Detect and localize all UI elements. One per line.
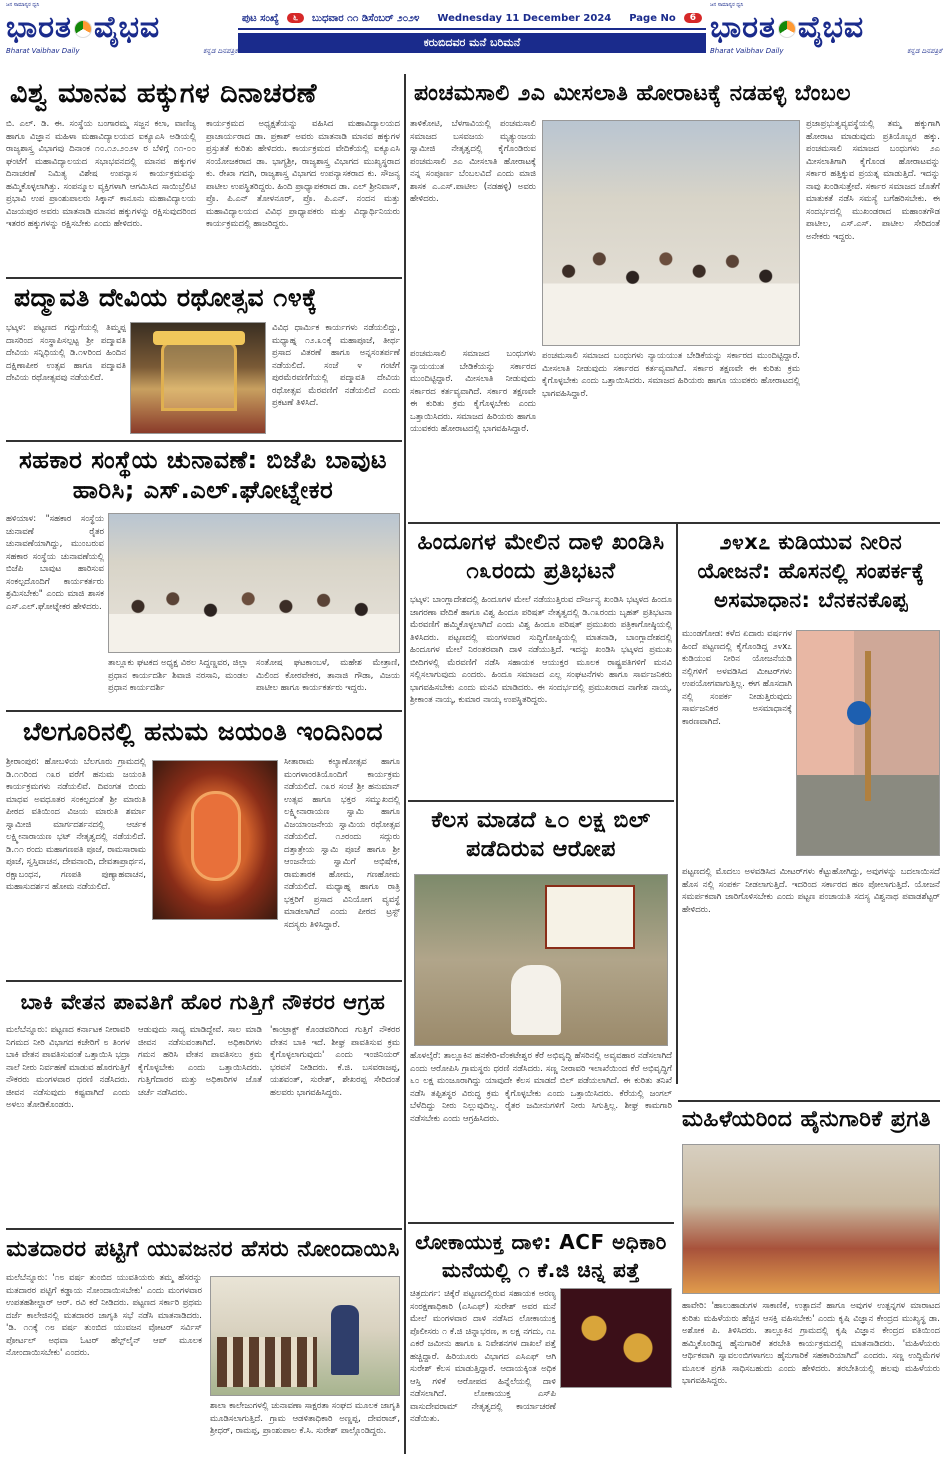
article-column: ಶ್ರೀರಾಂಪುರ: ಹೋಬಳಿಯ ಬೆಲಗೂರು ಗ್ರಾಮದಲ್ಲಿ ಡಿ.೧೧ರಿಂದ ೧೩ರ ವರೆಗೆ ಹನುಮ ಜಯಂತಿ ಕಾರ್ಯಕ್ರಮಗಳು ನಡೆಯಲಿವೆ. ದಿವಂಗತ ಬಿಂದು ಮಾಧವ ಅವಧೂತರ ಸಂಕಲ್ಪದಂತೆ ಶ್ರೀ ಮಾರುತಿ ಪೀಠದ ವತಿಯಿಂದ ವಿಜಯ ಮಾರುತಿ ಶರ್ಮಾ ಸ್ವಾಮೀಜಿ ಮಾರ್ಗದರ್ಶನದಲ್ಲಿ ಆರ್ಚಕ ಲಕ್ಷ್ಮೀನಾರಾಯಣ ಭಟ್ ನೇತೃತ್ವದಲ್ಲಿ ನಡೆಯಲಿದೆ. ಡಿ.೧೧ ರಂದು ಮಹಾಗಣಪತಿ ಪೂಜೆ, ರಾಮಸಾರಾಮ ಪೂಜೆ, ಸ್ವಸ್ತಿವಾಚನ, ದೇವನಾಂದಿ, ದೇವತಾಪ್ರಾರ್ಥನ, ರಕ್ಷಾಬಂಧನ, ಗಣಪತಿ ಪುಣ್ಯಾಹವಾಚನ, ಮಹಾಸುದರ್ಶನ ಹೋಮ ನಡೆಯಲಿದೆ.	[6, 757, 146, 892]
page-number-kn: ೬	[287, 13, 304, 23]
article-headline: ಪದ್ಮಾವತಿ ದೇವಿಯ ರಥೋತ್ಸವ ೧೪ಕ್ಕೆ	[14, 283, 318, 312]
water-meter-photo	[796, 630, 940, 856]
article-headline: ಮಹಿಳೆಯರಿಂದ ಹೈನುಗಾರಿಕೆ ಪ್ರಗತಿ	[682, 1107, 931, 1132]
article-column: ಮಲೆಬೆನ್ನೂರು: ಪಟ್ಟಣದ ಕರ್ನಾಟಕ ನೀರಾವರಿ ನಿಗಮದ ನೀರಿ ವಿಭಾಗದ ಕಚೇರಿಗೆ ೮ ತಿಂಗಳ ಬಾಕಿ ವೇತನ ಪಾವತಿಸುವಂತೆ ಒತ್ತಾಯಿಸಿ ಭದ್ರಾ ನಾಲೆ ನೀರು ನಿರ್ವಹಣೆ ಮಾಡುವ ಹೊರಗುತ್ತಿಗೆ ನೌಕರರು ಮಂಗಳವಾರ ಧರಣಿ ನಡೆಸಿದರು. ಜೀವನ ನಡೆಸುವುದು ಕಷ್ಟವಾಗಿದೆ ಎಂದು ಅಳಲು ತೋಡಿಕೊಂಡರು.	[6, 1025, 130, 1110]
article-pending-salary	[6, 986, 400, 1224]
masthead	[0, 0, 945, 60]
article-column: 'ಕಾಂಟ್ರಾಕ್ಟ್ ಕೊಂಡವರಿಗಿಂದ ಗುತ್ತಿಗೆ ನೌಕರರ ವೇತನ ಬಾಕಿ ಇದೆ. ಶೀಘ್ರ ಪಾವತಿಸುವ ಕ್ರಮ ಕೈಗೊಳ್ಳಲಾಗುವುದು' ಎಂದು ಇಂಜಿನಿಯರ್ ಭರವಸೆ ನೀಡಿದರು. ಕೆ.ಜಿ. ಬಸವರಾಜಪ್ಪ, ಯಶವಂತ್, ಸುರೇಶ್, ಶೇಖರಪ್ಪ ಸೇರಿದಂತೆ ಹಲವರು ಭಾಗವಹಿಸಿದ್ದರು.	[270, 1025, 400, 1098]
page-label-en: Page No	[629, 12, 676, 24]
article-column: ಭಟ್ಕಳ: ಪಟ್ಟಣದ ಗದ್ದುಗೆಯಲ್ಲಿ ತಿಮ್ಮಪ್ಪ ದಾಸರಿಂದ ಸಂಸ್ಥಾಪಿಸಲ್ಪಟ್ಟ ಶ್ರೀ ಪದ್ಮಾವತಿ ದೇವಿಯ ಸನ್ನಿಧಿಯಲ್ಲಿ ಡಿ.೧೪ರಿಂದ ಹಿಂದಿನ ದಕ್ಷಿಣಾಪೀಠ ಉತ್ಸವ ಹಾಗೂ ಪದ್ಮಾವತಿ ದೇವಿಯ ರಥೋತ್ಸವವು ನಡೆಯಲಿದೆ.	[6, 323, 126, 383]
awareness-meeting-photo	[210, 1276, 400, 1396]
gold-seized-photo	[560, 1288, 672, 1388]
article-headline: ಬಾಕಿ ವೇತನ ಪಾವತಿಗೆ ಹೊರ ಗುತ್ತಿಗೆ ನೌಕರರ ಆಗ್ರಹ	[20, 990, 386, 1014]
article-protest	[410, 528, 672, 798]
hanuman-idol-photo	[152, 760, 278, 920]
article-headline: ಕೆಲಸ ಮಾಡದೆ ೬೦ ಲಕ್ಷ ಬಿಲ್ ಪಡೆದಿರುವ ಆರೋಪ	[431, 808, 651, 862]
temple-photo	[130, 322, 266, 434]
logo-sub-en: Bharat Vaibhav Daily	[6, 47, 80, 55]
column-divider	[404, 74, 406, 1454]
meeting-photo	[108, 513, 400, 653]
flag-icon	[74, 20, 92, 38]
article-column: ತಾಲ್ಲೂಕು ಘಟಕದ ಅಧ್ಯಕ್ಷ ವಿಠಲ ಸಿದ್ದಣ್ಣವರ, ಜಿಲ್ಲಾ ಪ್ರಧಾನ ಕಾರ್ಯದರ್ಶಿ ಶಿವಾಜಿ ನರಸಾನಿ, ಮಂಡಲ ಪ್ರಧಾನ ಕಾರ್ಯದರ್ಶಿ	[108, 658, 248, 693]
flag-icon	[778, 20, 796, 38]
article-column: ಆಡುವುದು ಸಾಧ್ಯ ಮಾಡಿದ್ದೇವೆ. ಸಾಲ ಮಾಡಿ ಜೀವನ ನಡೆಸುವಂತಾಗಿದೆ. ಅಧಿಕಾರಿಗಳು ಗಮನ ಹರಿಸಿ ವೇತನ ಪಾವತಿಸಲು ಕ್ರಮ ಕೈಗೊಳ್ಳಬೇಕು ಎಂದು ಒತ್ತಾಯಿಸಿದರು. ಗುತ್ತಿಗೆದಾರರ ಮತ್ತು ಅಧಿಕಾರಿಗಳ ಜೊತೆ ಚರ್ಚೆ ನಡೆಸಿದರು.	[138, 1025, 262, 1098]
article-column: ಹಾವೇರಿ: 'ಹಾಲುಹಾಡುಗಳ ಸಾಕಾಣಿಕೆ, ಉತ್ಪಾದನೆ ಹಾಗೂ ಅವುಗಳ ಉತ್ಪನ್ನಗಳ ಮಾರಾಟದ ಕುರಿತು ಮಹಿಳೆಯರು ಹೆಚ್ಚಿನ ಆಸಕ್ತಿ ವಹಿಸಬೇಕು' ಎಂದು ಕೃಷಿ ವಿಜ್ಞಾನ ಕೇಂದ್ರದ ಮುಖ್ಯಸ್ಥ ಡಾ. ಅಶೋಕ ಪಿ. ತಿಳಿಸಿದರು. ತಾಲ್ಲೂಕಿನ ಗ್ರಾಮದಲ್ಲಿ ಕೃಷಿ ವಿಜ್ಞಾನ ಕೇಂದ್ರದ ವತಿಯಿಂದ ಹಮ್ಮಿಕೊಂಡಿದ್ದ ಹೈನುಗಾರಿಕೆ ತರಬೇತಿ ಕಾರ್ಯಕ್ರಮದಲ್ಲಿ ಮಾತನಾಡಿದರು. 'ಮಹಿಳೆಯರು ಆರ್ಥಿಕವಾಗಿ ಸ್ವಾವಲಂಬಿಗಳಾಗಲು ಹೈನುಗಾರಿಕೆ ಸಹಕಾರಿಯಾಗಿದೆ' ಎಂದರು. ಸಣ್ಣ ಉದ್ದಿಮೆಗಳ ಮೂಲಕ ಪ್ರಗತಿ ಸಾಧಿಸಬಹುದು ಎಂದು ಹೇಳಿದರು. ತರಬೇತಿಯಲ್ಲಿ ಹಲವು ಮಹಿಳೆಯರು ಭಾಗವಹಿಸಿದ್ದರು.	[682, 1301, 940, 1386]
date-en: Wednesday 11 December 2024	[437, 12, 612, 24]
article-column: ಪಟ್ಟಣದಲ್ಲಿ ಮೊದಲು ಅಳವಡಿಸಿದ ಮೀಟರ್‌ಗಳು ಕೆಟ್ಟುಹೋಗಿದ್ದು, ಅವುಗಳನ್ನು ಬದಲಾಯಿಸದೆ ಹೊಸ ನಲ್ಲಿ ಸಂಪರ್ಕ ನೀಡಲಾಗುತ್ತಿದೆ. ಇದರಿಂದ ಸರ್ಕಾರದ ಹಣ ಪೋಲಾಗುತ್ತಿದೆ. ಯೋಜನೆ ಸಮರ್ಪಕವಾಗಿ ಜಾರಿಗೊಳಿಸಬೇಕು ಎಂದು ಪಟ್ಟಣ ಪಂಚಾಯತಿ ಸದಸ್ಯ ವಿಶ್ವನಾಥ ಪವಾಡಶೆಟ್ಟರ್ ಹೇಳಿದರು.	[682, 867, 940, 915]
dharna-photo	[414, 874, 668, 1046]
article-column: ಬಿ. ಎಲ್. ಡಿ. ಈ. ಸಂಸ್ಥೆಯ ಬಂಗಾರಮ್ಮ ಸಜ್ಜನ ಕಲಾ, ವಾಣಿಜ್ಯ ಹಾಗೂ ವಿಜ್ಞಾನ ಮಹಿಳಾ ಮಹಾವಿದ್ಯಾಲಯದ ಐಕ್ಯೂಎಸಿ ಅಡಿಯಲ್ಲಿ ರಾಜ್ಯಶಾಸ್ತ್ರ ವಿಭಾಗವು ದಿನಾಂಕ ೧೦.೧೨.೨೦೨೪ ರ ಬೆಳಿಗ್ಗೆ ೧೧-೦೦ ಘಂಟೆಗೆ ಮಹಾವಿದ್ಯಾಲಯದ ಸಭಾಭವನದಲ್ಲಿ ಮಾನವ ಹಕ್ಕುಗಳ ದಿನಾಚರಣೆ ನಿಮಿತ್ಯ ವಿಶೇಷ ಉಪನ್ಯಾಸ ಕಾರ್ಯಕ್ರಮವನ್ನು ಹಮ್ಮಿಕೊಳ್ಳಲಾಗಿತ್ತು. ಸಂಪನ್ಮೂಲ ವ್ಯಕ್ತಿಗಳಾಗಿ ಆಗಮಿಸಿದ ಸಾಯಿಬ್ರೆಲಿಟಿ ಪ್ರಭಾವಿ ಉಪ ಪ್ರಾಂಶುಪಾಲರು ಸಿಕ್ಕಾನ್ ಕಾನೂನು ಮಹಾವಿದ್ಯಾಲಯ ವಿಜಯಪುರ ಅವರು ಮಾತನಾಡಿ ಮಾನವ ಹಕ್ಕುಗಳನ್ನು ರಕ್ಷಿಸುವುದರಿಂದ ಇತರರ ಹಕ್ಕುಗಳನ್ನು ರಕ್ಷಿಸಬೇಕು ಎಂದು ಹೇಳಿದರು.	[6, 119, 196, 229]
article-column: ಮುಂಡಗೋಡ: ಕಳೆದ ಏದಾರು ವರ್ಷಗಳ ಹಿಂದೆ ಪಟ್ಟಣದಲ್ಲಿ ಕೈಗೊಂಡಿದ್ದ ೨೪x೭ ಕುಡಿಯುವ ನೀರಿನ ಯೋಜನೆಯಡಿ ನಲ್ಲಿಗಳಿಗೆ ಅಳವಡಿಸಿದ ಮೀಟರ್‌ಗಳು ಉಪಯೋಗವಾಗುತ್ತಿಲ್ಲ. ಈಗ ಹೊಸದಾಗಿ ನಲ್ಲಿ ಸಂಪರ್ಕ ನೀಡುತ್ತಿರುವುದು ಸಾರ್ವಜನಿಕರ ಅಸಮಾಧಾನಕ್ಕೆ ಕಾರಣವಾಗಿದೆ.	[682, 629, 792, 727]
article-column: ಪ್ರಜಾಪ್ರಭುತ್ವವ್ಯವಸ್ಥೆಯಲ್ಲಿ ತಮ್ಮ ಹಕ್ಕುಗಾಗಿ ಹೋರಾಟ ಮಾಡುವುದು ಪ್ರತಿಯೊಬ್ಬರ ಹಕ್ಕು. ಪಂಚಮಸಾಲಿ ಸಮಾಜದ ಬಂಧುಗಳು ೨ಎ ಮೀಸಲಾತಿಗಾಗಿ ಕೈಗೊಂಡ ಹೋರಾಟವನ್ನು ಸರ್ಕಾರ ಹತ್ತಿಕ್ಕುವ ಪ್ರಯತ್ನ ಮಾಡುತ್ತಿದೆ. ಇದನ್ನು ನಾವು ಖಂಡಿಸುತ್ತೇವೆ. ಸರ್ಕಾರ ಸಮಾಜದ ಜೊತೆಗೆ ಮಾತುಕತೆ ನಡೆಸಿ ಸಮಸ್ಯೆ ಬಗೆಹರಿಸಬೇಕು. ಈ ಸಂದರ್ಭದಲ್ಲಿ ಮುಖಂಡರಾದ ಮಹಾಂತಗೌಡ ಪಾಟೀಲ, ಎಸ್.ಎಸ್. ಪಾಟೀಲ ಸೇರಿದಂತೆ ಅನೇಕರು ಇದ್ದರು.	[806, 119, 940, 242]
article-column: ತಾಳಿಕೋಟಿ, ಬೆಳಗಾವಿಯಲ್ಲಿ ಪಂಚಮಸಾಲಿ ಸಮಾಜದ ಬಸವಜಯ ಮೃತ್ಯುಂಜಯ ಸ್ವಾಮೀಜಿ ನೇತೃತ್ವದಲ್ಲಿ ಕೈಗೊಂಡಿರುವ ಪಂಚಮಸಾಲಿ ೨ಎ ಮೀಸಲಾತಿ ಹೋರಾಟಕ್ಕೆ ನನ್ನ ಸಂಪೂರ್ಣ ಬೆಂಬಲವಿದೆ ಎಂದು ಮಾಜಿ ಶಾಸಕ ಎ.ಎಸ್.ಪಾಟೀಲ (ನಡಹಳ್ಳಿ) ಅವರು ಹೇಳಿದರು.	[410, 119, 536, 204]
article-column: ಶಾಲಾ ಕಾಲೇಜುಗಳಲ್ಲಿ ಚುನಾವಣಾ ಸಾಕ್ಷರತಾ ಸಂಘದ ಮೂಲಕ ಜಾಗೃತಿ ಮೂಡಿಸಲಾಗುತ್ತಿದೆ. ಗ್ರಾಮ ಆಡಳಿತಾಧಿಕಾರಿ ಅಣ್ಣಪ್ಪ, ದೇವರಾಜ್, ಶ್ರೀಧರ್, ರಾಮಪ್ಪ, ಪ್ರಾಂಶುಪಾಲ ಕೆ.ಸಿ. ಸುರೇಶ್ ಪಾಲ್ಗೊಂಡಿದ್ದರು.	[210, 1401, 400, 1436]
article-headline: ಹಿಂದೂಗಳ ಮೇಲಿನ ದಾಳಿ ಖಂಡಿಸಿ ೧೩ರಂದು ಪ್ರತಿಭಟನೆ	[417, 530, 665, 584]
article-column: ವಿವಿಧ ಧಾರ್ಮಿಕ ಕಾರ್ಯಗಳು ನಡೆಯಲಿದ್ದು, ಮಧ್ಯಾಹ್ನ ೧೨.೩೦ಕ್ಕೆ ಮಹಾಪೂಜೆ, ತೀರ್ಥ ಪ್ರಸಾದ ವಿತರಣೆ ಹಾಗೂ ಅನ್ನಸಂತರ್ಪಣೆ ನಡೆಯಲಿದೆ. ಸಂಜೆ ೪ ಗಂಟೆಗೆ ಪುರಮೆರವಣಿಗೆಯಲ್ಲಿ ಪದ್ಮಾವತಿ ದೇವಿಯ ರಥೋತ್ಸವ ಮೆರವಣಿಗೆ ನಡೆಯಲಿದೆ ಎಂದು ಪ್ರಕಟಣೆ ತಿಳಿಸಿದೆ.	[272, 323, 400, 408]
training-photo	[682, 1144, 940, 1294]
article-column: ಚಿತ್ರದುರ್ಗ: ಚಿಕ್ಕೆರೆ ಪಟ್ಟಣದಲ್ಲಿರುವ ಸಹಾಯಕ ಅರಣ್ಯ ಸಂರಕ್ಷಣಾಧಿಕಾರಿ (ಎಸಿಎಫ್) ಸುರೇಶ್ ಅವರ ಮನೆ ಮೇಲೆ ಮಂಗಳವಾರ ದಾಳಿ ನಡೆಸಿದ ಲೋಕಾಯುಕ್ತ ಪೊಲೀಸರು ೧ ಕೆ.ಜಿ ಚಿನ್ನಾಭರಣ, ೫ ಲಕ್ಷ ನಗದು, ೧೭ ಎಕರೆ ಜಮೀನು ಹಾಗೂ ೩ ನಿವೇಶನಗಳ ದಾಖಲೆ ಪತ್ತೆ ಹಚ್ಚಿದ್ದಾರೆ. ಹಿರಿಯೂರು ವಿಭಾಗದ ಎಸಿಎಫ್ ಆಗಿ ಸುರೇಶ್ ಕೆಲಸ ಮಾಡುತ್ತಿದ್ದಾರೆ. ಆದಾಯಕ್ಕಿಂತ ಅಧಿಕ ಆಸ್ತಿ ಗಳಿಕೆ ಆರೋಪದ ಹಿನ್ನೆಲೆಯಲ್ಲಿ ದಾಳಿ ನಡೆಸಲಾಗಿದೆ. ಲೋಕಾಯುಕ್ತ ಎಸ್‌ಪಿ ವಾಸುದೇವರಾಮ್ ನೇತೃತ್ವದಲ್ಲಿ ಕಾರ್ಯಾಚರಣೆ ನಡೆಯಿತು.	[410, 1289, 556, 1424]
article-padmavati	[6, 282, 400, 438]
press-meet-photo	[542, 120, 800, 346]
section-band: ಕರುಬಿದವರ ಮನೆ ಬರಿಮನೆ	[238, 33, 706, 53]
article-column: ಪಂಚಮಸಾಲಿ ಸಮಾಜದ ಬಂಧುಗಳು ನ್ಯಾಯಯುತ ಬೇಡಿಕೆಯನ್ನು ಸರ್ಕಾರದ ಮುಂದಿಟ್ಟಿದ್ದಾರೆ. ಮೀಸಲಾತಿ ನೀಡುವುದು ಸರ್ಕಾರದ ಕರ್ತವ್ಯವಾಗಿದೆ. ಸರ್ಕಾರ ತಕ್ಷಣವೇ ಈ ಕುರಿತು ಕ್ರಮ ಕೈಗೊಳ್ಳಬೇಕು ಎಂದು ಒತ್ತಾಯಿಸಿದರು. ಸಮಾಜದ ಹಿರಿಯರು ಹಾಗೂ ಯುವಕರು ಹೋರಾಟದಲ್ಲಿ ಭಾಗವಹಿಸಿದ್ದಾರೆ.	[542, 351, 800, 399]
logo-right: ಜನ ಸಾಮಾನ್ಯರ ಧ್ವನಿ ಭಾರತ ವೈಭವ Bharat Vaibhav Daily ಕನ್ನಡ ದಿನಪತ್ರಿಕೆ	[710, 2, 942, 55]
article-dairy-women	[682, 1104, 940, 1456]
article-column: ಹಳಿಯಾಳ: "ಸಹಕಾರ ಸಂಸ್ಥೆಯ ಚುನಾವಣೆ ರೈತರ ಚುನಾವಣೆಯಾಗಿದ್ದು, ಮುಂಬರುವ ಸಹಕಾರ ಸಂಸ್ಥೆಯ ಚುನಾವಣೆಯಲ್ಲಿ ಬಿಜೆಪಿ ಬಾವುಟ ಹಾರಿಸುವ ಸಂಕಲ್ಪದೊಂದಿಗೆ ಕಾರ್ಯಕರ್ತರು ಶ್ರಮಿಸಬೇಕು" ಎಂದು ಮಾಜಿ ಶಾಸಕ ಎಸ್.ಎಲ್.ಘೋಟ್ನೇಕರ ಹೇಳಿದರು.	[6, 514, 104, 612]
article-headline: ಪಂಚಮಸಾಲಿ ೨ಎ ಮೀಸಲಾತಿ ಹೋರಾಟಕ್ಕೆ ನಡಹಳ್ಳಿ ಬೆಂಬಲ	[414, 81, 852, 106]
page-label-kn: ಪುಟ ಸಂಖ್ಯೆ	[242, 12, 279, 24]
article-headline: ೨೪x೭ ಕುಡಿಯುವ ನೀರಿನ ಯೋಜನೆ: ಹೊಸನಲ್ಲಿ ಸಂಪರ್ಕಕ್ಕೆ ಅಸಮಾಧಾನ: ಬೆನಕನಕೊಪ್ಪ	[697, 530, 925, 612]
article-headline: ಬೆಲಗೂರಿನಲ್ಲಿ ಹನುಮ ಜಯಂತಿ ಇಂದಿನಿಂದ	[22, 717, 383, 746]
page-number-en: 6	[684, 13, 702, 23]
article-column: ಕಾರ್ಯಕ್ರಮದ ಅಧ್ಯಕ್ಷತೆಯನ್ನು ವಹಿಸಿದ ಮಹಾವಿದ್ಯಾಲಯದ ಪ್ರಾಚಾರ್ಯರಾದ ಡಾ. ಪ್ರಕಾಶ್ ಅವರು ಮಾತನಾಡಿ ಮಾನವ ಹಕ್ಕುಗಳ ಪ್ರಸ್ತುತತೆ ಕುರಿತು ಹೇಳಿದರು. ಕಾರ್ಯಕ್ರಮದ ವೇದಿಕೆಯಲ್ಲಿ ಐಕ್ಯೂಎಸಿ ಸಂಯೋಜಕರಾದ ಡಾ. ಭಾಗ್ಯಶ್ರೀ, ರಾಜ್ಯಶಾಸ್ತ್ರ ವಿಭಾಗದ ಮುಖ್ಯಸ್ಥರಾದ ಕು. ರೇಖಾ ಗದಗಿ, ರಾಜ್ಯಶಾಸ್ತ್ರ ವಿಭಾಗದ ಉಪನ್ಯಾಸಕರಾದ ಕು. ಸೌಜನ್ಯ ಪಾಟೀಲ ಉಪಸ್ಥಿತರಿದ್ದರು. ಹಿಂದಿ ಪ್ರಾಧ್ಯಾಪಕರಾದ ಡಾ. ಎಲ್ ಶ್ರೀನಿವಾಸ್, ಪ್ರೊ. ಪಿ.ಎನ್ ತೋಳನೂರ್, ಪ್ರೊ. ಪಿ.ಎನ್. ನಂದನ ಮತ್ತು ಮಹಾವಿದ್ಯಾಲಯದ ವಿವಿಧ ಪ್ರಾಧ್ಯಾಪಕರು ಮತ್ತು ವಿದ್ಯಾರ್ಥಿನಿಯರು ಕಾರ್ಯಕ್ರಮದಲ್ಲಿ ಹಾಜರಿದ್ದರು.	[206, 119, 400, 229]
article-human-rights-day	[6, 78, 400, 274]
article-column: ಹೊಳಲ್ಕೆರೆ: ತಾಲ್ಲೂಕಿನ ಹನಕೇರಿ-ವೆಂಕಟೇಶ್ವರ ಕೆರೆ ಅಭಿವೃದ್ಧಿ ಹೆಸರಿನಲ್ಲಿ ಅವ್ಯವಹಾರ ನಡೆಸಲಾಗಿದೆ ಎಂದು ಆರೋಪಿಸಿ ಗ್ರಾಮಸ್ಥರು ಧರಣಿ ನಡೆಸಿದರು. ಸಣ್ಣ ನೀರಾವರಿ ಇಲಾಖೆಯಿಂದ ಕೆರೆ ಅಭಿವೃದ್ಧಿಗೆ ೬೦ ಲಕ್ಷ ಮಂಜೂರಾಗಿದ್ದು ಯಾವುದೇ ಕೆಲಸ ಮಾಡದೆ ಬಿಲ್ ಪಡೆಯಲಾಗಿದೆ. ಈ ಕುರಿತು ತನಿಖೆ ನಡೆಸಿ ತಪ್ಪಿತಸ್ಥರ ವಿರುದ್ಧ ಕ್ರಮ ಕೈಗೊಳ್ಳಬೇಕು ಎಂದು ಒತ್ತಾಯಿಸಿದರು. ಕೆರೆಯಲ್ಲಿ ಜಂಗಲ್ ಬೆಳೆದಿದ್ದು ನೀರು ನಿಲ್ಲುವುದಿಲ್ಲ. ರೈತರ ಜಮೀನುಗಳಿಗೆ ನೀರು ಸಿಗುತ್ತಿಲ್ಲ. ಶೀಘ್ರ ಕಾಮಗಾರಿ ನಡೆಸಬೇಕು ಎಂದು ಆಗ್ರಹಿಸಿದರು.	[410, 1051, 672, 1124]
article-water-scheme	[682, 528, 940, 1084]
article-column: ಸಂತೋಷ ಘಟಕಾಂಬಳೆ, ಮಹೇಶ ಮೇತ್ರಾಣಿ, ಮಿಲಿಂದ ಕೋರವೇಕರ, ತಾನಾಜಿ ಗೌಡಾ, ವಿಜಯ ಪಾಟೀಲ ಹಾಗೂ ಕಾರ್ಯಕರ್ತರು ಇದ್ದರು.	[256, 658, 400, 693]
date-bar	[238, 8, 706, 30]
logo-name: ಭಾರತ ವೈಭವ	[6, 10, 161, 45]
article-headline: ವಿಶ್ವ ಮಾನವ ಹಕ್ಕುಗಳ ದಿನಾಚರಣೆ	[10, 78, 317, 109]
logo-tagline: ಜನ ಸಾಮಾನ್ಯರ ಧ್ವನಿ	[6, 2, 40, 8]
article-cooperative-election	[6, 445, 400, 707]
article-headline: ಮತದಾರರ ಪಟ್ಟಿಗೆ ಯುವಜನರ ಹೆಸರು ನೋಂದಾಯಿಸಿ	[6, 1237, 400, 1262]
logo-sub-kn: ಕನ್ನಡ ದಿನಪತ್ರಿಕೆ	[202, 47, 238, 55]
article-panchamasali	[410, 78, 940, 518]
article-column: ಸೀತಾರಾಮ ಕಲ್ಯಾಣೋತ್ಸವ ಹಾಗೂ ಮಂಗಳಾಂರತಿಯೊಂದಿಗೆ ಕಾರ್ಯಕ್ರಮ ನಡೆಯಲಿದೆ. ೧೩ರ ಸಂಜೆ ಶ್ರೀ ಹನುಮಾನ್ ಉತ್ಸವ ಹಾಗೂ ಭಕ್ತರ ಸಮ್ಮುಖದಲ್ಲಿ ಲಕ್ಷ್ಮೀನಾರಾಯಣ ಸ್ವಾಮಿ ಹಾಗೂ ವಿಜಯಾಂಜನೇಯ ಸ್ವಾಮಿಯ ರಥೋತ್ಸವ ನಡೆಯಲಿದೆ. ೧೨ರಂದು ಸದ್ಗುರು ದತ್ತಾತ್ರೇಯ ಸ್ವಾಮಿ ಪೂಜೆ ಹಾಗೂ ಶ್ರೀ ಆಂಜನೇಯ ಸ್ವಾಮಿಗೆ ಅಭಿಷೇಕ, ರಾಮತಾರಕ ಹೋಮ, ಗಣಹೋಮ ನಡೆಯಲಿದೆ. ಮಧ್ಯಾಹ್ನ ಹಾಗೂ ರಾತ್ರಿ ಭಕ್ತರಿಗೆ ಪ್ರಸಾದ ವಿನಿಯೋಗ ವ್ಯವಸ್ಥೆ ಮಾಡಲಾಗಿದೆ ಎಂದು ಪೀಠದ ಟ್ರಸ್ಟ್ ಸದಸ್ಯರು ತಿಳಿಸಿದ್ದಾರೆ.	[284, 757, 400, 930]
article-hanuma-jayanti	[6, 716, 400, 976]
article-voter-list	[6, 1234, 400, 1456]
article-headline: ಲೋಕಾಯುಕ್ತ ದಾಳಿ: ACF ಅಧಿಕಾರಿ ಮನೆಯಲ್ಲಿ ೧ ಕೆ.ಜಿ ಚಿನ್ನ ಪತ್ತೆ	[415, 1230, 667, 1282]
article-column: ಭಟ್ಕಳ: ಬಾಂಗ್ಲಾದೇಶದಲ್ಲಿ ಹಿಂದೂಗಳ ಮೇಲೆ ನಡೆಯುತ್ತಿರುವ ದೌರ್ಜನ್ಯ ಖಂಡಿಸಿ ಭಟ್ಕಳದ ಹಿಂದೂ ಜಾಗರಣಾ ವೇದಿಕೆ ಹಾಗೂ ವಿಶ್ವ ಹಿಂದೂ ಪರಿಷತ್ ನೇತೃತ್ವದಲ್ಲಿ ಡಿ.೧೩ರಂದು ಬೃಹತ್ ಪ್ರತಿಭಟನಾ ಮೆರವಣಿಗೆ ಹಮ್ಮಿಕೊಳ್ಳಲಾಗಿದೆ ಎಂದು ವಿಶ್ವ ಹಿಂದೂ ಪರಿಷತ್ ಪ್ರಮುಖರು ಪತ್ರಿಕಾಗೋಷ್ಠಿಯಲ್ಲಿ ತಿಳಿಸಿದರು. ಪಟ್ಟಣದಲ್ಲಿ ಮಂಗಳವಾರ ಸುದ್ದಿಗೋಷ್ಠಿಯಲ್ಲಿ ಮಾತನಾಡಿ, ಬಾಂಗ್ಲಾದೇಶದಲ್ಲಿ ಹಿಂದೂಗಳ ಮೇಲೆ ನಿರಂತರವಾಗಿ ದಾಳಿ ನಡೆಯುತ್ತಿದೆ. ಇದನ್ನು ಖಂಡಿಸಿ ಭಟ್ಕಳದ ಪ್ರಮುಖ ಬೀದಿಗಳಲ್ಲಿ ಮೆರವಣಿಗೆ ನಡೆಸಿ ಸಹಾಯಕ ಆಯುಕ್ತರ ಮೂಲಕ ರಾಷ್ಟ್ರಪತಿಗಳಿಗೆ ಮನವಿ ಸಲ್ಲಿಸಲಾಗುವುದು ಎಂದರು. ಹಿಂದೂ ಸಮಾಜದ ಎಲ್ಲ ಸಂಘಟನೆಗಳು ಹಾಗೂ ಸಾರ್ವಜನಿಕರು ಭಾಗವಹಿಸಬೇಕು ಎಂದು ಮನವಿ ಮಾಡಿದರು. ಈ ಸಂದರ್ಭದಲ್ಲಿ ಪ್ರಮುಖರಾದ ನಾಗೇಶ ನಾಯ್ಕ, ಶ್ರೀಕಾಂತ ನಾಯ್ಕ, ಕುಮಾರ ನಾಯ್ಕ ಉಪಸ್ಥಿತರಿದ್ದರು.	[410, 595, 672, 705]
article-column: ಮಲೆಬೆನ್ನೂರು: '೧೮ ವರ್ಷ ತುಂಬಿದ ಯುವತಿಯರು ತಮ್ಮ ಹೆಸರನ್ನು ಮತದಾರರ ಪಟ್ಟಿಗೆ ಕಡ್ಡಾಯ ನೋಂದಾಯಿಸಬೇಕು' ಎಂದು ಮಂಗಳವಾರ ಉಪತಹಶೀಲ್ದಾರ್ ಆರ್. ರವಿ ಕರೆ ನೀಡಿದರು. ಪಟ್ಟಣದ ಸರ್ಕಾರಿ ಪ್ರಥಮ ದರ್ಜೆ ಕಾಲೇಜಿನಲ್ಲಿ ಮತದಾರರ ಜಾಗೃತಿ ಸಭೆ ನಡೆಸಿ ಮಾತನಾಡಿದರು. 'ಡಿ. ೧೧ಕ್ಕೆ ೧೮ ವರ್ಷ ತುಂಬಿದ ಯುವಜನ ವೋಟರ್ ಸರ್ವಿಸ್ ಪೋರ್ಟಲ್ ಅಥವಾ ಓಟರ್ ಹೆಲ್ಪ್‌ಲೈನ್ ಆಪ್ ಮೂಲಕ ನೋಂದಾಯಿಸಬೇಕು' ಎಂದರು.	[6, 1273, 202, 1358]
article-headline: ಸಹಕಾರ ಸಂಸ್ಥೆಯ ಚುನಾವಣೆ: ಬಿಜೆಪಿ ಬಾವುಟ ಹಾರಿಸಿ; ಎಸ್.ಎಲ್.ಘೋಟ್ನೇಕರ	[19, 446, 387, 504]
date-kn: ಬುಧವಾರ ೧೧ ಡಿಸೆಂಬರ್ ೨೦೨೪	[312, 12, 420, 24]
article-bill-allegation	[410, 806, 672, 1214]
logo-left	[6, 2, 238, 58]
article-column: ಪಂಚಮಸಾಲಿ ಸಮಾಜದ ಬಂಧುಗಳು ನ್ಯಾಯಯುತ ಬೇಡಿಕೆಯನ್ನು ಸರ್ಕಾರದ ಮುಂದಿಟ್ಟಿದ್ದಾರೆ. ಮೀಸಲಾತಿ ನೀಡುವುದು ಸರ್ಕಾರದ ಕರ್ತವ್ಯವಾಗಿದೆ. ಸರ್ಕಾರ ತಕ್ಷಣವೇ ಈ ಕುರಿತು ಕ್ರಮ ಕೈಗೊಳ್ಳಬೇಕು ಎಂದು ಒತ್ತಾಯಿಸಿದರು. ಸಮಾಜದ ಹಿರಿಯರು ಹಾಗೂ ಯುವಕರು ಹೋರಾಟದಲ್ಲಿ ಭಾಗವಹಿಸಿದ್ದಾರೆ.	[410, 349, 536, 434]
article-lokayukta-raid	[410, 1228, 672, 1456]
